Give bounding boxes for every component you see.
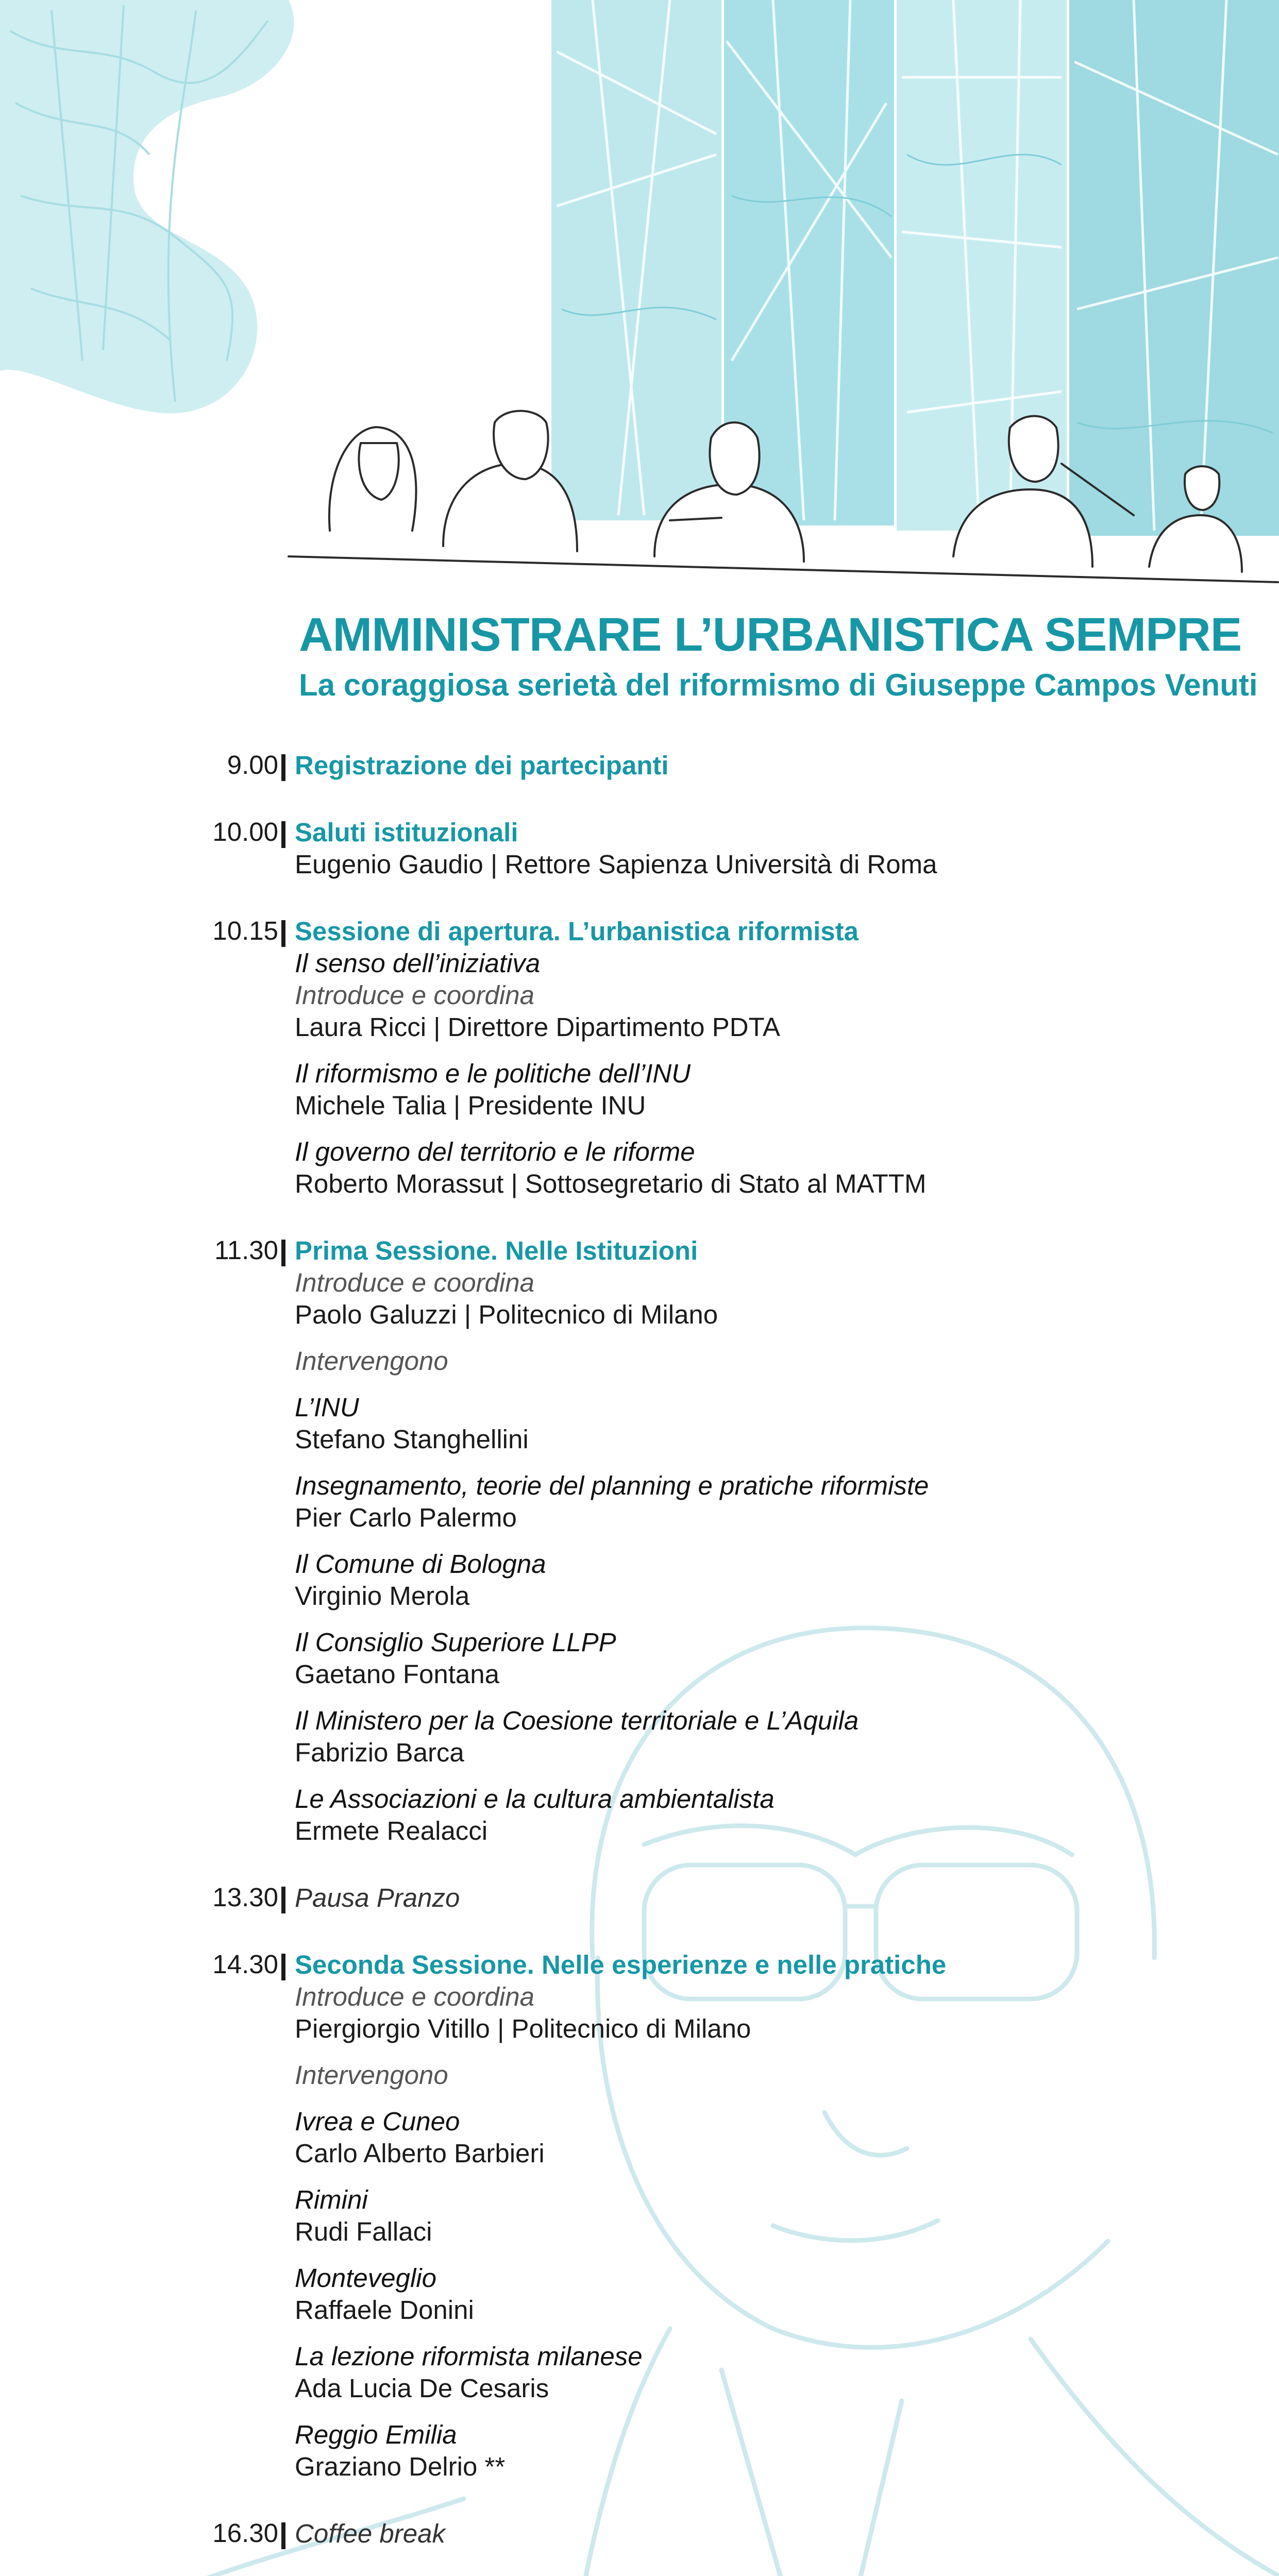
slot-time: 10.15 bbox=[212, 916, 278, 945]
spacer bbox=[295, 1377, 1253, 1392]
slot-time: 11.30 bbox=[214, 1235, 278, 1265]
speaker-line: Roberto Morassut | Sottosegretario di Stato al MATTM bbox=[295, 1169, 927, 1198]
spacer bbox=[295, 2248, 1253, 2262]
spacer bbox=[295, 1612, 1253, 1626]
role-label: Introduce e coordina bbox=[295, 1982, 534, 2011]
speaker-line: Virginio Merola bbox=[295, 1581, 470, 1611]
speaker-line: Ermete Realacci bbox=[295, 1816, 488, 1845]
speaker-line: Stefano Stanghellini bbox=[295, 1425, 529, 1454]
spacer bbox=[295, 2091, 1253, 2106]
role-label: Introduce e coordina bbox=[295, 980, 534, 1010]
slot-time: 9.00 bbox=[227, 750, 278, 779]
talk-title: Il Comune di Bologna bbox=[295, 1549, 546, 1579]
talk-title: Il governo del territorio e le riforme bbox=[295, 1137, 695, 1166]
talk-title: Il senso dell’iniziativa bbox=[295, 948, 541, 978]
speaker-line: Carlo Alberto Barbieri bbox=[295, 2139, 545, 2168]
time-separator bbox=[281, 1954, 285, 1980]
spacer bbox=[295, 1690, 1253, 1705]
slot-content bbox=[295, 1882, 1253, 1914]
slot-content bbox=[295, 750, 1253, 782]
speaker-line: Ada Lucia De Cesaris bbox=[295, 2374, 549, 2403]
spacer bbox=[295, 1769, 1253, 1783]
session-heading: Prima Sessione. Nelle Istituzioni bbox=[295, 1236, 698, 1265]
spacer bbox=[295, 1455, 1253, 1470]
spacer bbox=[295, 1331, 1253, 1345]
talk-title: Il Ministero per la Coesione territoriale e L’Aquila bbox=[295, 1706, 859, 1735]
spacer bbox=[295, 1122, 1253, 1136]
time-separator bbox=[281, 1887, 285, 1913]
talk-title: Le Associazioni e la cultura ambientalista bbox=[295, 1784, 775, 1814]
talk-title: Monteveglio bbox=[295, 2263, 436, 2293]
time-separator bbox=[281, 920, 285, 947]
time-separator bbox=[281, 821, 285, 848]
slot-time: 14.30 bbox=[212, 1950, 278, 1979]
speaker-line: Pier Carlo Palermo bbox=[295, 1503, 517, 1532]
speaker-line: Graziano Delrio ** bbox=[295, 2452, 506, 2481]
talk-title: L’INU bbox=[295, 1393, 359, 1422]
role-label: Intervengono bbox=[295, 2060, 448, 2090]
speaker-line: Fabrizio Barca bbox=[295, 1738, 464, 1767]
slot-time: 16.30 bbox=[212, 2518, 278, 2548]
spacer bbox=[295, 2404, 1253, 2419]
slot-time: 13.30 bbox=[212, 1883, 278, 1912]
slot-content bbox=[295, 817, 1253, 880]
slot-content bbox=[295, 1235, 1253, 1847]
header-map-illustration bbox=[0, 0, 1279, 592]
spacer bbox=[295, 2170, 1253, 2184]
spacer bbox=[295, 1043, 1253, 1058]
role-label: Introduce e coordina bbox=[295, 1268, 534, 1297]
talk-title: Insegnamento, teorie del planning e pratiche riformiste bbox=[295, 1471, 929, 1500]
talk-title: La lezione riformista milanese bbox=[295, 2342, 643, 2371]
speaker-line: Piergiorgio Vitillo | Politecnico di Milano bbox=[295, 2014, 751, 2043]
time-separator bbox=[281, 2522, 285, 2549]
slot-time: 10.00 bbox=[212, 817, 278, 846]
event-title: AMMINISTRARE L’URBANISTICA SEMPRE bbox=[299, 608, 1242, 661]
break-label: Pausa Pranzo bbox=[295, 1883, 460, 1912]
talk-title: Ivrea e Cuneo bbox=[295, 2107, 460, 2136]
time-separator bbox=[281, 754, 285, 781]
time-separator bbox=[281, 1240, 285, 1266]
role-label: Intervengono bbox=[295, 1346, 448, 1376]
talk-title: Il riformismo e le politiche dell’INU bbox=[295, 1059, 691, 1088]
event-subtitle: La coraggiosa serietà del riformismo di Giuseppe Campos Venuti bbox=[299, 668, 1258, 702]
session-heading: Seconda Sessione. Nelle esperienze e nelle pratiche bbox=[295, 1950, 947, 1979]
speaker-line: Eugenio Gaudio | Rettore Sapienza Università di Roma bbox=[295, 850, 937, 879]
talk-title: Rimini bbox=[295, 2185, 368, 2214]
speaker-line: Raffaele Donini bbox=[295, 2295, 474, 2325]
speaker-line: Rudi Fallaci bbox=[295, 2217, 432, 2246]
session-heading: Registrazione dei partecipanti bbox=[295, 751, 669, 780]
speaker-line: Michele Talia | Presidente INU bbox=[295, 1091, 646, 1120]
slot-content bbox=[295, 2518, 1253, 2550]
slot-content bbox=[295, 916, 1253, 1200]
break-label: Coffee break bbox=[295, 2519, 446, 2548]
talk-title: Reggio Emilia bbox=[295, 2420, 457, 2449]
spacer bbox=[295, 1534, 1253, 1548]
spacer bbox=[295, 2045, 1253, 2059]
speaker-line: Gaetano Fontana bbox=[295, 1659, 499, 1689]
session-heading: Saluti istituzionali bbox=[295, 818, 518, 847]
speaker-line: Laura Ricci | Direttore Dipartimento PDTA bbox=[295, 1012, 780, 1042]
speaker-line: Paolo Galuzzi | Politecnico di Milano bbox=[295, 1300, 718, 1329]
session-heading: Sessione di apertura. L’urbanistica riformista bbox=[295, 917, 859, 946]
talk-title: Il Consiglio Superiore LLPP bbox=[295, 1628, 616, 1657]
spacer bbox=[295, 2326, 1253, 2341]
slot-content bbox=[295, 1949, 1253, 2483]
